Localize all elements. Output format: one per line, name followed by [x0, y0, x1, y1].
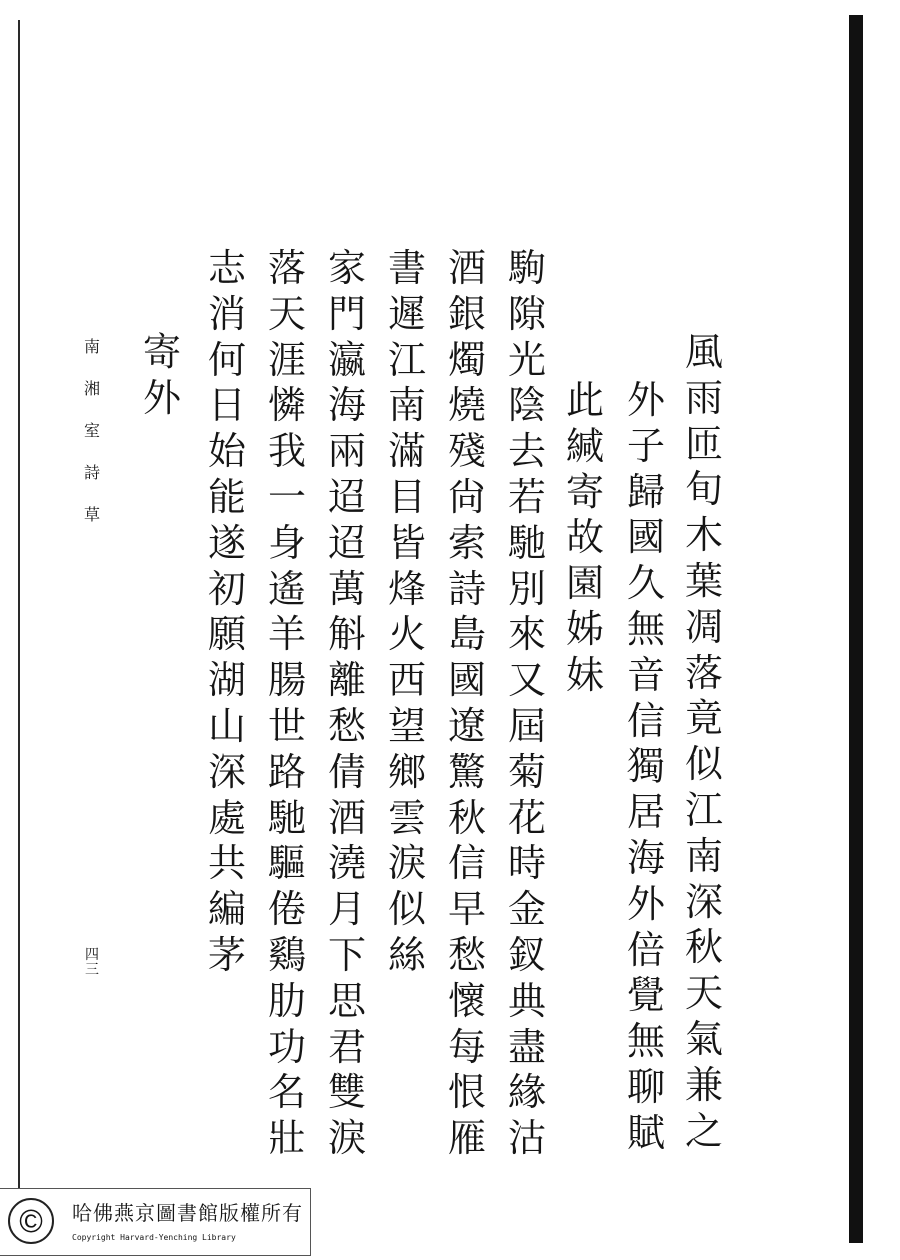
- column-2-char: 聊: [626, 1064, 665, 1109]
- column-3-char: 園: [565, 561, 604, 606]
- column-2-char: 子: [626, 423, 665, 468]
- text-column: [563, 378, 607, 699]
- column-7-char: 門: [327, 291, 366, 336]
- column-8-char: 我: [267, 429, 306, 474]
- column-2-char: 外: [626, 378, 665, 422]
- column-9-char: 消: [207, 291, 246, 336]
- column-7-char: 瀛: [327, 337, 366, 382]
- column-6-char: 皆: [387, 520, 426, 565]
- column-4-char: 別: [507, 566, 546, 611]
- column-7-char: 愁: [327, 703, 366, 748]
- text-column: [505, 246, 549, 1162]
- column-4-char: 緣: [507, 1070, 546, 1115]
- column-8-char: 壯: [267, 1116, 306, 1161]
- column-8-char: 世: [267, 703, 306, 748]
- column-4-char: 花: [507, 795, 546, 840]
- column-8-char: 一: [267, 474, 306, 519]
- column-9-char: 深: [207, 749, 246, 794]
- column-9-char: 遂: [207, 520, 246, 565]
- column-4-char: 屆: [507, 703, 546, 748]
- column-9-char: 日: [207, 383, 246, 428]
- column-2-char: 音: [626, 652, 665, 697]
- column-7-char: 迢: [327, 474, 366, 519]
- column-9-char: 志: [207, 246, 246, 290]
- column-1-char: 木: [684, 513, 723, 558]
- column-1-char: 竟: [684, 696, 723, 741]
- column-8-char: 驅: [267, 841, 306, 886]
- column-2-char: 倍: [626, 927, 665, 972]
- column-7-char: 家: [327, 246, 366, 290]
- column-5-char: 信: [447, 841, 486, 886]
- column-4-char: 金: [507, 887, 546, 932]
- column-1-char: 凋: [684, 604, 723, 649]
- column-3-char: 此: [565, 378, 604, 422]
- column-1-char: 秋: [684, 925, 723, 970]
- column-6-char: 江: [387, 337, 426, 382]
- column-4-char: 駒: [507, 246, 546, 290]
- copyright-icon: ©: [8, 1198, 54, 1244]
- column-7-char: 斛: [327, 612, 366, 657]
- copyright-chinese: 哈佛燕京圖書館版權所有: [72, 1201, 303, 1225]
- column-5-char: 遼: [447, 703, 486, 748]
- column-7-char: 離: [327, 658, 366, 703]
- running-title-char: 室: [83, 421, 100, 440]
- column-4-char: 陰: [507, 383, 546, 428]
- column-10-char: 寄: [142, 330, 181, 374]
- column-7-char: 海: [327, 383, 366, 428]
- column-1-char: 雨: [684, 375, 723, 420]
- column-9-char: 願: [207, 612, 246, 657]
- column-4-char: 光: [507, 337, 546, 382]
- column-4-char: 又: [507, 658, 546, 703]
- column-4-char: 馳: [507, 520, 546, 565]
- column-6-char: 西: [387, 658, 426, 703]
- column-2-char: 獨: [626, 744, 665, 789]
- column-1-char: 似: [684, 742, 723, 787]
- column-9-char: 始: [207, 429, 246, 474]
- column-3-char: 故: [565, 515, 604, 560]
- column-8-char: 涯: [267, 337, 306, 382]
- column-6-char: 鄉: [387, 749, 426, 794]
- column-6-char: 遲: [387, 291, 426, 336]
- column-4-char: 來: [507, 612, 546, 657]
- column-1-char: 落: [684, 650, 723, 695]
- column-8-char: 鷄: [267, 932, 306, 977]
- column-10-char: 外: [142, 375, 181, 420]
- column-3-char: 姊: [565, 606, 604, 651]
- column-8-char: 天: [267, 291, 306, 336]
- running-title-char: 草: [83, 505, 100, 524]
- column-7-char: 酒: [327, 795, 366, 840]
- column-8-char: 腸: [267, 658, 306, 703]
- page-number-char: 四: [85, 947, 99, 963]
- column-9-char: 能: [207, 474, 246, 519]
- column-5-char: 懷: [447, 978, 486, 1023]
- column-8-char: 肋: [267, 978, 306, 1023]
- text-column: [205, 246, 249, 979]
- column-8-char: 落: [267, 246, 306, 290]
- column-4-char: 沽: [507, 1116, 546, 1161]
- column-5-char: 尙: [447, 474, 486, 519]
- column-6-char: 絲: [387, 932, 426, 977]
- column-9-char: 山: [207, 703, 246, 748]
- column-5-char: 恨: [447, 1070, 486, 1115]
- column-7-char: 萬: [327, 566, 366, 611]
- column-8-char: 倦: [267, 887, 306, 932]
- column-9-char: 共: [207, 841, 246, 886]
- text-column: [385, 246, 429, 979]
- column-5-char: 早: [447, 887, 486, 932]
- column-5-char: 秋: [447, 795, 486, 840]
- column-2-char: 覺: [626, 973, 665, 1018]
- column-4-char: 盡: [507, 1024, 546, 1069]
- running-title-char: 詩: [83, 463, 100, 482]
- column-5-char: 每: [447, 1024, 486, 1069]
- column-6-char: 淚: [387, 841, 426, 886]
- column-4-char: 若: [507, 474, 546, 519]
- column-6-char: 烽: [387, 566, 426, 611]
- column-9-char: 編: [207, 887, 246, 932]
- column-7-char: 淚: [327, 1116, 366, 1161]
- column-2-char: 無: [626, 1019, 665, 1064]
- column-5-char: 雁: [447, 1116, 486, 1161]
- column-5-char: 燭: [447, 337, 486, 382]
- running-title: [82, 326, 102, 536]
- column-2-char: 無: [626, 606, 665, 651]
- column-2-char: 居: [626, 790, 665, 835]
- scan-right-edge: [849, 15, 863, 1243]
- column-7-char: 月: [327, 887, 366, 932]
- column-8-char: 遙: [267, 566, 306, 611]
- column-1-char: 南: [684, 833, 723, 878]
- column-3-char: 寄: [565, 469, 604, 514]
- text-column: [265, 246, 309, 1162]
- running-title-char: 湘: [83, 379, 100, 398]
- column-8-char: 羊: [267, 612, 306, 657]
- column-2-char: 歸: [626, 469, 665, 514]
- column-6-char: 南: [387, 383, 426, 428]
- column-1-char: 氣: [684, 1016, 723, 1061]
- column-4-char: 典: [507, 978, 546, 1023]
- column-5-char: 燒: [447, 383, 486, 428]
- column-4-char: 隙: [507, 291, 546, 336]
- column-1-char: 旬: [684, 467, 723, 512]
- column-2-char: 信: [626, 698, 665, 743]
- column-2-char: 賦: [626, 1110, 665, 1155]
- text-column: [624, 378, 668, 1157]
- column-7-char: 下: [327, 932, 366, 977]
- column-7-char: 雙: [327, 1070, 366, 1115]
- column-2-char: 海: [626, 835, 665, 880]
- column-1-char: 兼: [684, 1062, 723, 1107]
- column-1-char: 風: [684, 330, 723, 374]
- column-7-char: 迢: [327, 520, 366, 565]
- column-5-char: 愁: [447, 932, 486, 977]
- column-2-char: 國: [626, 515, 665, 560]
- copyright-english: Copyright Harvard-Yenching Library: [72, 1233, 236, 1242]
- column-4-char: 去: [507, 429, 546, 474]
- column-6-char: 滿: [387, 429, 426, 474]
- column-4-char: 菊: [507, 749, 546, 794]
- column-7-char: 君: [327, 1024, 366, 1069]
- column-9-char: 何: [207, 337, 246, 382]
- column-6-char: 似: [387, 887, 426, 932]
- column-1-char: 江: [684, 787, 723, 832]
- column-1-char: 匝: [684, 421, 723, 466]
- column-7-char: 倩: [327, 749, 366, 794]
- column-9-char: 處: [207, 795, 246, 840]
- column-5-char: 島: [447, 612, 486, 657]
- column-8-char: 路: [267, 749, 306, 794]
- column-1-char: 之: [684, 1108, 723, 1153]
- column-1-char: 深: [684, 879, 723, 924]
- column-4-char: 釵: [507, 932, 546, 977]
- text-column: [445, 246, 489, 1162]
- column-9-char: 初: [207, 566, 246, 611]
- text-column: [325, 246, 369, 1162]
- left-margin-rule: [18, 20, 20, 1190]
- column-3-char: 緘: [565, 423, 604, 468]
- column-6-char: 雲: [387, 795, 426, 840]
- column-6-char: 目: [387, 474, 426, 519]
- column-2-char: 久: [626, 561, 665, 606]
- text-column: [682, 330, 726, 1154]
- column-2-char: 外: [626, 881, 665, 926]
- column-8-char: 功: [267, 1024, 306, 1069]
- page-number-char: 三: [85, 962, 99, 978]
- column-4-char: 時: [507, 841, 546, 886]
- column-7-char: 兩: [327, 429, 366, 474]
- column-8-char: 身: [267, 520, 306, 565]
- column-8-char: 憐: [267, 383, 306, 428]
- column-5-char: 詩: [447, 566, 486, 611]
- column-5-char: 銀: [447, 291, 486, 336]
- column-5-char: 驚: [447, 749, 486, 794]
- column-7-char: 思: [327, 978, 366, 1023]
- running-title-char: 南: [83, 337, 100, 356]
- copyright-stamp: [0, 1188, 311, 1256]
- column-9-char: 湖: [207, 658, 246, 703]
- column-5-char: 殘: [447, 429, 486, 474]
- column-8-char: 馳: [267, 795, 306, 840]
- column-1-char: 天: [684, 971, 723, 1016]
- column-5-char: 國: [447, 658, 486, 703]
- column-6-char: 火: [387, 612, 426, 657]
- column-5-char: 酒: [447, 246, 486, 290]
- column-1-char: 葉: [684, 558, 723, 603]
- column-6-char: 書: [387, 246, 426, 290]
- page-number: [82, 948, 102, 978]
- column-3-char: 妹: [565, 652, 604, 697]
- column-9-char: 茅: [207, 932, 246, 977]
- column-8-char: 名: [267, 1070, 306, 1115]
- column-6-char: 望: [387, 703, 426, 748]
- text-column: [140, 330, 184, 422]
- column-7-char: 澆: [327, 841, 366, 886]
- column-5-char: 索: [447, 520, 486, 565]
